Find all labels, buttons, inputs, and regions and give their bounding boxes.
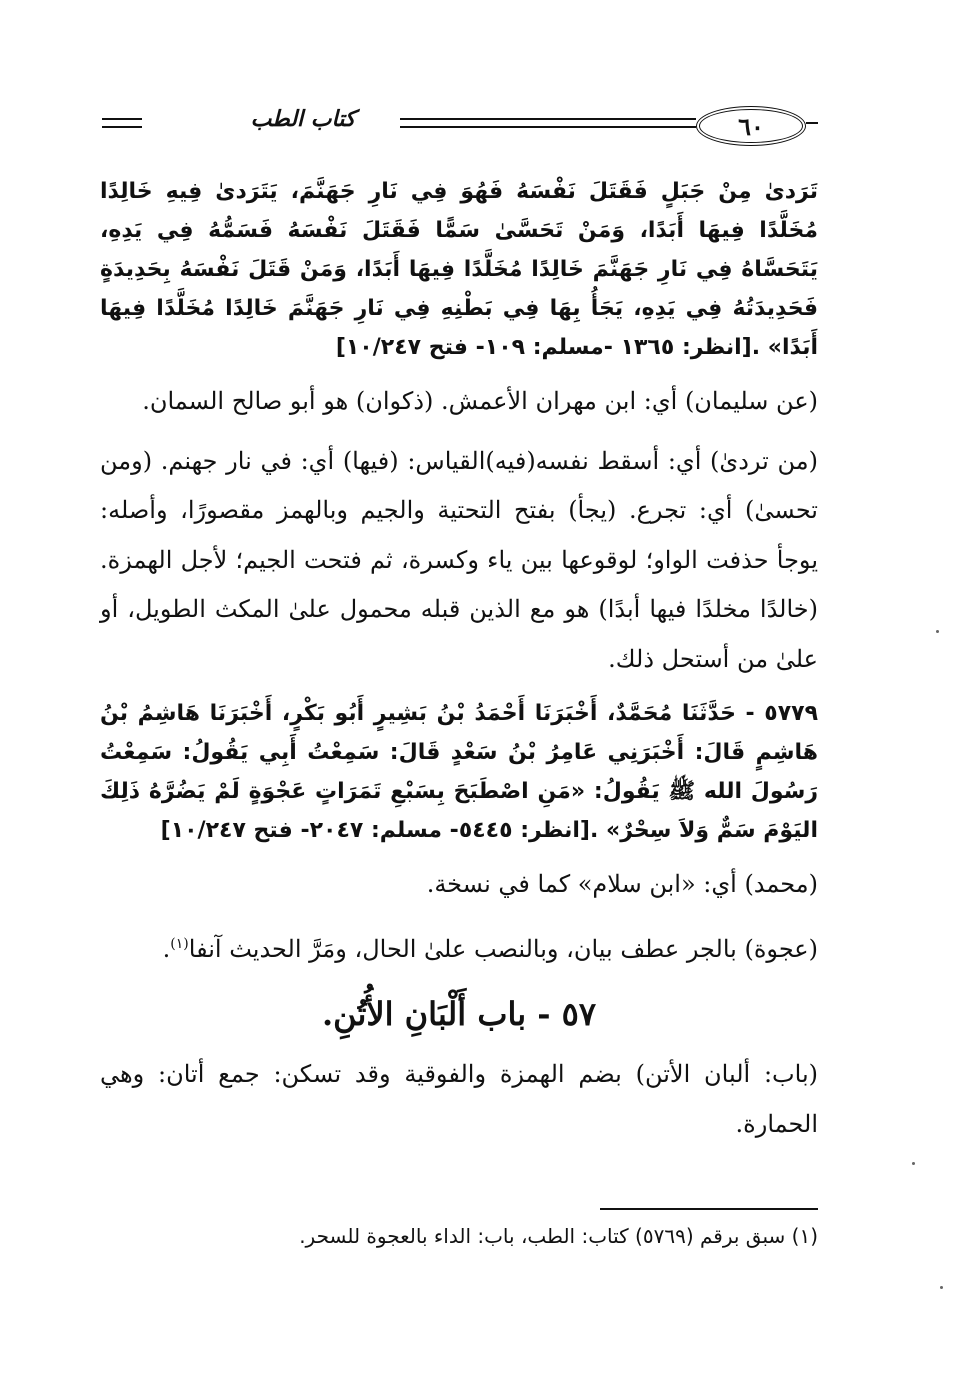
footnote-separator bbox=[600, 1208, 818, 1210]
footnote-reference[interactable]: (١) bbox=[170, 935, 189, 952]
header-rule-left-top bbox=[102, 118, 142, 120]
footnote: (١) سبق برقم (٥٧٦٩) كتاب: الطب، باب: الداء بالعجوة للسحر. bbox=[299, 1224, 818, 1248]
commentary-ajwa-suffix: . bbox=[162, 934, 171, 963]
scan-speck bbox=[912, 1162, 915, 1165]
commentary-chapter: (باب: ألبان الأتن) بضم الهمزة والفوقية وقد تسكن: جمع أتان: وهي الحمارة. bbox=[100, 1060, 818, 1138]
header-rule-middle-bottom bbox=[400, 126, 696, 128]
commentary-narrators: (عن سليمان) أي: ابن مهران الأعمش. (ذكوان) هو أبو صالح السمان. bbox=[142, 387, 818, 415]
page-header bbox=[100, 104, 818, 152]
commentary-muhammad: (محمد) أي: «ابن سلام» كما في نسخة. bbox=[426, 870, 818, 898]
chapter-heading: ٥٧ - باب أَلْبَانِ الأُتُنِ. bbox=[321, 995, 597, 1033]
commentary-ajwa bbox=[100, 920, 818, 975]
commentary-ajwa-text: (عجوة) بالجر عطف بيان، وبالنصب علىٰ الحال، ومَرَّ الحديث آنفا bbox=[188, 934, 818, 963]
page-number: ٦٠ bbox=[696, 106, 806, 146]
page-body bbox=[100, 172, 818, 1159]
header-rule-middle-top bbox=[400, 118, 696, 120]
scan-speck bbox=[936, 630, 939, 633]
header-rule-right bbox=[806, 122, 818, 124]
commentary-explanation: (من تردىٰ) أي: أسقط نفسه(فيه)القياس: (فيها) أي: في نار جهنم. (ومن تحسىٰ) أي: تجرع. (يجأ) بفتح التحتية والجيم وبالهمز مقصورًا، وأصله: يوجأ حذفت الواو؛ لوقوعها بين ياء وكسرة، ثم فتحت الجيم؛ لأجل الهمزة. (خالدًا مخلدًا فيها أبدًا) هو مع الذين قبله محمول علىٰ المكث الطويل، أو علىٰ من أستحل ذلك. bbox=[100, 446, 819, 673]
hadith-text-continued: تَرَدىٰ مِنْ جَبَلٍ فَقَتَلَ نَفْسَهُ فَهُوَ فِي نَارِ جَهَنَّمَ، يَتَرَدىٰ فِيهِ خَالِدًا مُخَلَّدًا فِيهَا أَبَدًا، وَمَنْ تَحَسَّىٰ سَمًّا فَقَتَلَ نَفْسَهُ فَسَمُّهُ فِي يَدِهِ، يَتَحَسَّاهُ فِي نَارِ جَهَنَّمَ خَالِدًا مُخَلَّدًا فِيهَا أَبَدًا، وَمَنْ قَتَلَ نَفْسَهُ بِحَدِيدَةٍ فَحَدِيدَتُهُ فِي يَدِهِ، يَجَأُ بِهَا فِي بَطْنِهِ فِي نَارِ جَهَنَّمَ خَالِدًا مُخَلَّدًا فِيهَا أَبَدًا» .[انظر: ١٣٦٥ -مسلم: ١٠٩- فتح ١٠/٢٤٧] bbox=[100, 179, 818, 360]
hadith-5779: ٥٧٧٩ - حَدَّثَنَا مُحَمَّدٌ، أَخْبَرَنَا أَحْمَدُ بْنُ بَشِيرٍ أَبُو بَكْرٍ، أَخْبَرَنَا هَاشِمُ بْنُ هَاشِمٍ قَالَ: أَخْبَرَنِي عَامِرُ بْنُ سَعْدٍ قَالَ: سَمِعْتُ أَبِي يَقُولُ: سَمِعْتُ رَسُولَ الله ﷺ يَقُولُ: «مَنِ اصْطَبَحَ بِسَبْعِ تَمَرَاتٍ عَجْوَةٍ لَمْ يَضُرَّهُ ذَلِكَ اليَوْمَ سَمٌّ وَلاَ سِحْرٌ» .[انظر: ٥٤٤٥- مسلم: ٢٠٤٧- فتح ١٠/٢٤٧] bbox=[100, 701, 818, 843]
header-rule-left-bottom bbox=[102, 126, 142, 128]
book-title: كتاب الطب bbox=[250, 106, 356, 132]
scan-speck bbox=[940, 1286, 943, 1289]
